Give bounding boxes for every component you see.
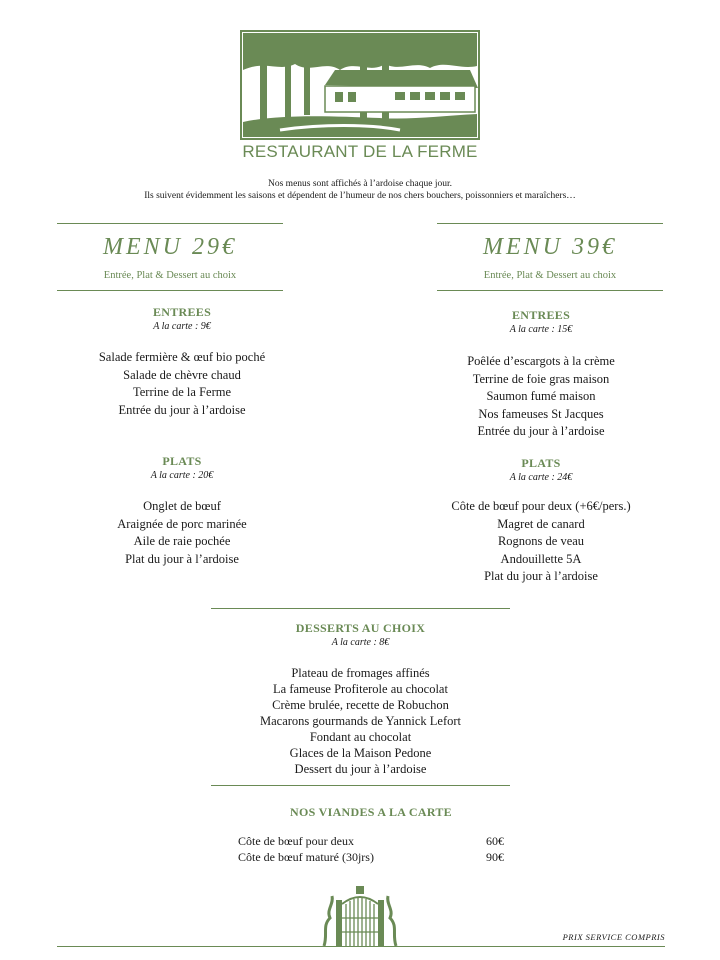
desserts-price: A la carte : 8€ <box>331 637 390 648</box>
menu39-plats-list <box>416 498 666 586</box>
list-item: Saumon fumé maison <box>486 389 596 403</box>
list-item: Entrée du jour à l’ardoise <box>477 424 605 438</box>
desserts-list <box>211 665 510 777</box>
list-item: Entrée du jour à l’ardoise <box>118 402 246 417</box>
list-item: Plat du jour à l’ardoise <box>484 569 598 583</box>
list-item: Côte de bœuf pour deux (+6€/pers.) <box>451 499 631 513</box>
list-item: Terrine de la Ferme <box>132 385 232 399</box>
list-item: La fameuse Profiterole au chocolat <box>273 682 448 696</box>
list-item: Dessert du jour à l’ardoise <box>294 762 427 776</box>
meat-price: 90€ <box>486 850 504 864</box>
menu39-entrees-title: ENTREES <box>511 308 571 322</box>
list-item: Fondant au chocolat <box>309 730 412 744</box>
footer-note: PRIX SERVICE COMPRIS <box>562 932 665 942</box>
farmhouse-logo-icon <box>240 30 480 140</box>
divider <box>437 223 663 224</box>
meat-name: Côte de bœuf pour deux <box>238 834 354 848</box>
divider <box>57 290 283 291</box>
menu39-entrees-list <box>416 353 666 441</box>
list-item: Aile de raie pochée <box>133 534 231 548</box>
meat-name: Côte de bœuf maturé (30jrs) <box>238 850 374 864</box>
menu39-plats-price: A la carte : 24€ <box>509 472 573 483</box>
list-item: Crème brulée, recette de Robuchon <box>272 698 449 712</box>
list-item: Terrine de foie gras maison <box>472 371 610 386</box>
intro-line-1: Nos menus sont affichés à l’ardoise chaque jour. <box>268 179 452 189</box>
list-item: Salade fermière & œuf bio poché <box>98 350 266 364</box>
menu29-title: MENU 29€ <box>103 234 237 260</box>
menu29-subtitle: Entrée, Plat & Dessert au choix <box>103 270 237 281</box>
table-row <box>238 833 508 849</box>
divider <box>57 223 283 224</box>
list-item: Macarons gourmands de Yannick Lefort <box>260 714 461 728</box>
menu39-title: MENU 39€ <box>483 234 617 260</box>
desserts-title: DESSERTS AU CHOIX <box>295 621 426 635</box>
list-item: Poêlée d’escargots à la crème <box>467 354 615 368</box>
list-item: Araignée de porc marinée <box>117 516 247 531</box>
list-item: Magret de canard <box>497 516 585 531</box>
divider <box>437 290 663 291</box>
menu29-plats-price: A la carte : 20€ <box>150 470 214 481</box>
intro-line-2: Ils suivent évidemment les saisons et dépendent de l’humeur de nos chers bouchers, poissonniers et maraîchers… <box>144 191 576 201</box>
list-item: Onglet de bœuf <box>143 499 221 513</box>
menu39-plats-title: PLATS <box>521 456 561 470</box>
list-item: Nos fameuses St Jacques <box>478 406 604 421</box>
menu39-entrees-price: A la carte : 15€ <box>509 324 573 335</box>
viandes-title: NOS VIANDES A LA CARTE <box>289 805 452 819</box>
restaurant-name: RESTAURANT DE LA FERME <box>242 142 478 161</box>
menu29-plats-title: PLATS <box>162 454 202 468</box>
table-row <box>238 849 508 865</box>
list-item: Rognons de veau <box>497 534 585 548</box>
list-item: Andouillette 5A <box>500 551 582 566</box>
menu29-entrees-price: A la carte : 9€ <box>153 321 211 332</box>
meat-price: 60€ <box>486 834 504 848</box>
list-item: Glaces de la Maison Pedone <box>289 746 432 760</box>
list-item: Salade de chèvre chaud <box>123 367 241 382</box>
gate-icon <box>320 882 400 948</box>
divider <box>211 785 510 786</box>
menu29-entrees-list <box>57 349 307 419</box>
menu39-subtitle: Entrée, Plat & Dessert au choix <box>483 270 617 281</box>
menu29-entrees-title: ENTREES <box>152 305 212 319</box>
list-item: Plat du jour à l’ardoise <box>125 551 239 566</box>
menu29-plats-list <box>57 498 307 568</box>
list-item: Plateau de fromages affinés <box>291 666 430 680</box>
divider <box>211 608 510 609</box>
footer-divider <box>57 946 665 947</box>
